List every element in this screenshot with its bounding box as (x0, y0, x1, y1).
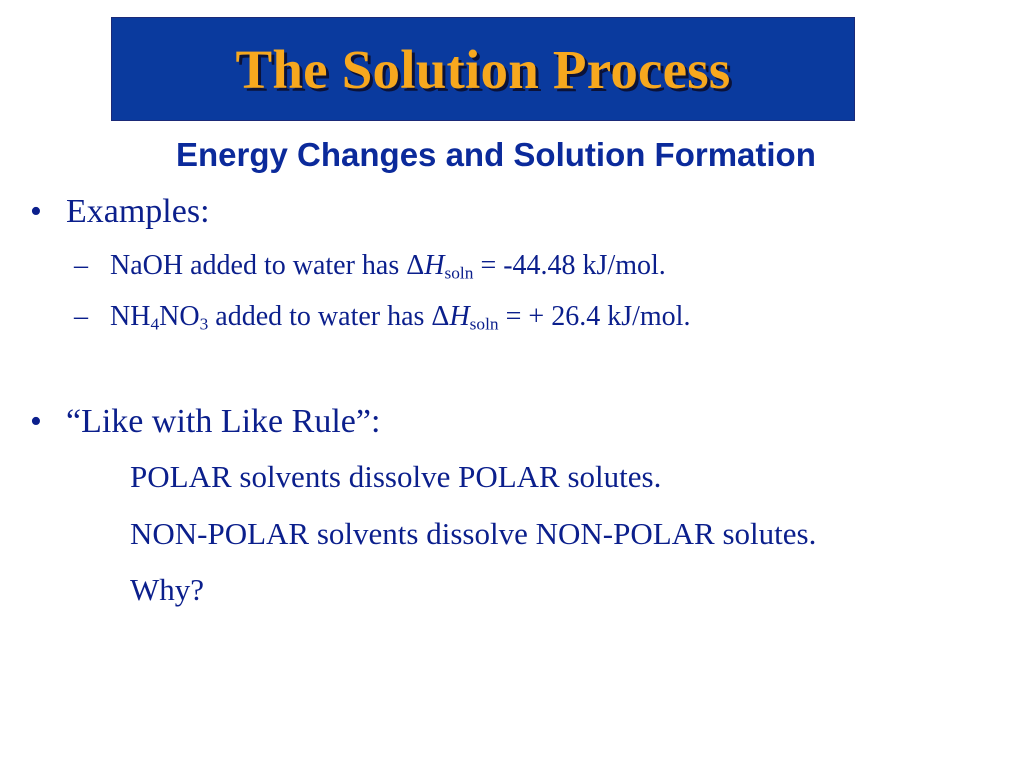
bullet-marker: • (30, 403, 42, 440)
delta-symbol: Δ (431, 301, 450, 332)
dash-marker: – (74, 250, 88, 281)
bullet-like-rule (30, 403, 380, 441)
bullet-text: “Like with Like Rule”: (66, 403, 381, 440)
bullet-text: Examples: (66, 193, 210, 230)
rule-line-polar: POLAR solvents dissolve POLAR solutes. (130, 459, 662, 494)
rule-line-nonpolar: NON-POLAR solvents dissolve NON-POLAR solutes. (130, 516, 817, 551)
rule-line-why: Why? (130, 572, 205, 607)
title-banner (111, 17, 855, 121)
formula-subscript-4: 4 (150, 314, 160, 334)
example-value: = + 26.4 kJ/mol. (498, 301, 691, 332)
enthalpy-symbol: H (449, 301, 470, 332)
slide-subtitle: Energy Changes and Solution Formation (176, 136, 816, 173)
delta-symbol: Δ (406, 250, 425, 281)
example-naoh (74, 250, 666, 282)
example-nh4no3 (74, 301, 690, 333)
example-mid: added to water has (208, 301, 432, 332)
example-value: = -44.48 kJ/mol. (473, 250, 666, 281)
example-prefix: NaOH added to water has (110, 250, 407, 281)
slide-title: The Solution Process (235, 38, 731, 100)
dash-marker: – (74, 301, 88, 332)
formula-nh: NH (110, 301, 151, 332)
enthalpy-subscript: soln (469, 314, 499, 334)
enthalpy-symbol: H (424, 250, 445, 281)
enthalpy-subscript: soln (444, 263, 474, 283)
bullet-marker: • (30, 193, 42, 230)
formula-subscript-3: 3 (199, 314, 209, 334)
bullet-examples (30, 193, 210, 231)
formula-no: NO (159, 301, 200, 332)
